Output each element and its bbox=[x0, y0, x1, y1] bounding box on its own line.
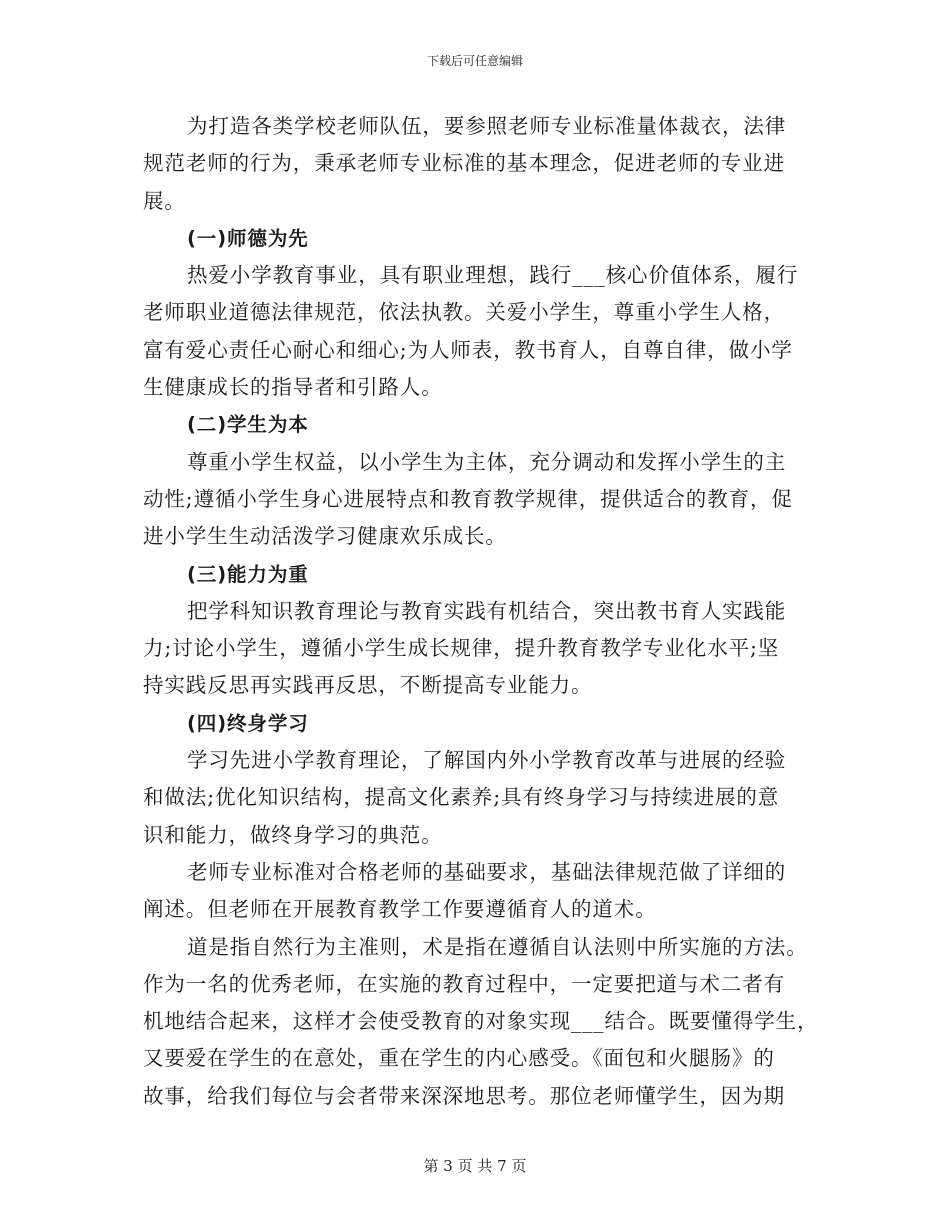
text-line: 阐述。但老师在开展教育教学工作要遵循育人的道术。 bbox=[143, 897, 657, 922]
text-line: 老师专业标准对合格老师的基础要求，基础法律规范做了详细的 bbox=[187, 859, 787, 884]
section-heading: (四)终身学习 bbox=[187, 711, 309, 735]
text-line: 又要爱在学生的在意处，重在学生的内心感受。《面包和火腿肠》的 bbox=[143, 1046, 775, 1071]
section-heading: (一)师德为先 bbox=[187, 226, 309, 250]
text-line: 识和能力，做终身学习的典范。 bbox=[143, 822, 443, 847]
text-line: 动性;遵循小学生身心进展特点和教育教学规律，提供适合的教育，促 bbox=[143, 486, 793, 511]
text-line: 老师职业道德法律规范，依法执教。关爱小学生，尊重小学生人格， bbox=[143, 300, 785, 325]
text-line: 富有爱心责任心耐心和细心;为人师表，教书育人，自尊自律，做小学 bbox=[143, 337, 793, 362]
text-line: 尊重小学生权益，以小学生为主体，充分调动和发挥小学生的主 bbox=[187, 449, 787, 474]
document-body bbox=[143, 108, 819, 1115]
text-line: 道是指自然行为主准则，术是指在遵循自认法则中所实施的方法。 bbox=[187, 934, 808, 959]
text-line: 生健康成长的指导者和引路人。 bbox=[143, 375, 443, 400]
page-number-footer: 第 3 页 共 7 页 bbox=[423, 1157, 527, 1175]
text-line: 为打造各类学校老师队伍，要参照老师专业标准量体裁衣，法律 bbox=[187, 114, 787, 138]
text-line: 把学科知识教育理论与教育实践有机结合，突出教书育人实践能 bbox=[187, 598, 787, 623]
text-line: 规范老师的行为，秉承老师专业标准的基本理念，促进老师的专业进 bbox=[143, 151, 785, 176]
text-line: 进小学生生动活泼学习健康欢乐成长。 bbox=[143, 524, 507, 549]
text-line: 作为一名的优秀老师，在实施的教育过程中，一定要把道与术二者有 bbox=[143, 971, 785, 996]
text-line: 持实践反思再实践再反思，不断提高专业能力。 bbox=[143, 673, 593, 698]
section-heading: (二)学生为本 bbox=[187, 413, 309, 437]
text-line: 力;讨论小学生，遵循小学生成长规律，提升教育教学专业化水平;坚 bbox=[143, 636, 780, 661]
text-line: 和做法;优化知识结构，提高文化素养;具有终身学习与持续进展的意 bbox=[143, 785, 780, 810]
text-line: 学习先进小学教育理论，了解国内外小学教育改革与进展的经验 bbox=[187, 748, 787, 773]
text-line: 故事，给我们每位与会者带来深深地思考。那位老师懂学生，因为期 bbox=[143, 1083, 785, 1108]
text-line: 热爱小学教育事业，具有职业理想，践行___核心价值体系，履行 bbox=[187, 263, 799, 288]
section-heading: (三)能力为重 bbox=[187, 562, 309, 586]
text-line: 机地结合起来，这样才会使受教育的对象实现___结合。既要懂得学生， bbox=[143, 1009, 819, 1034]
page-header-note: 下载后可任意编辑 bbox=[426, 54, 523, 68]
text-line: 展。 bbox=[143, 188, 186, 213]
